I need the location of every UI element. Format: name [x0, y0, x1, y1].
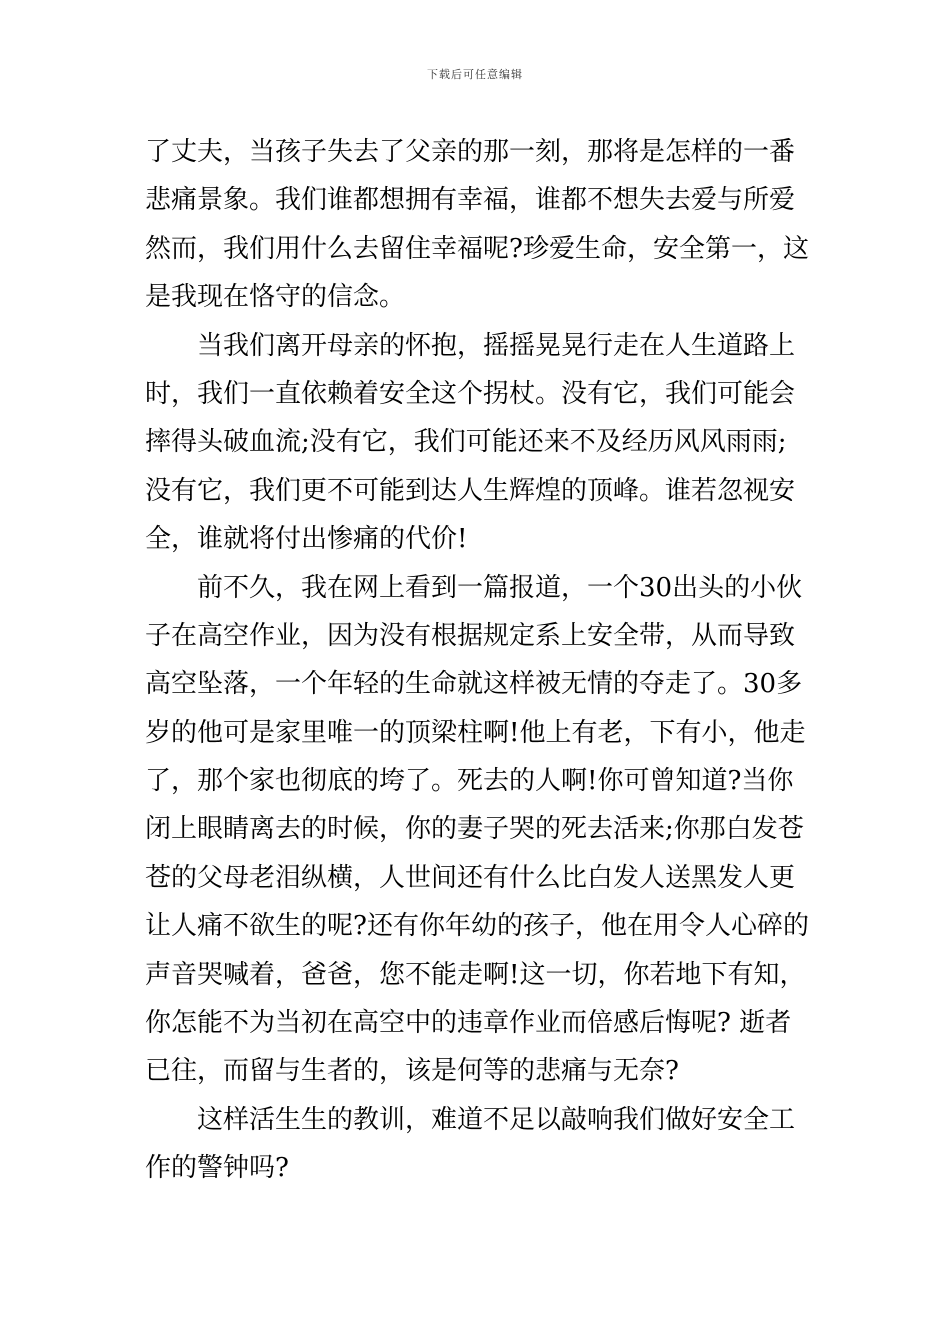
text-line: 悲痛景象。我们谁都想拥有幸福，谁都不想失去爱与所爱	[145, 185, 796, 216]
text-line: 已往，而留与生者的，该是何等的悲痛与无奈?	[145, 1056, 679, 1087]
page-header: 下载后可任意编辑	[427, 68, 523, 81]
text-line: 是我现在恪守的信念。	[145, 282, 406, 313]
text-line: 闭上眼睛离去的时候，你的妻子哭的死去活来;你那白发苍	[145, 814, 804, 845]
text-line: 高空坠落，一个年轻的生命就这样被无情的夺走了。30多	[145, 669, 803, 700]
text-line: 作的警钟吗?	[145, 1153, 289, 1184]
text-line: 让人痛不欲生的呢?还有你年幼的孩子，他在用令人心碎的	[145, 911, 809, 942]
text-line: 你怎能不为当初在高空中的违章作业而倍感后悔呢? 逝者	[145, 1008, 792, 1039]
text-line: 然而，我们用什么去留住幸福呢?珍爱生命，安全第一，这	[145, 233, 809, 264]
text-line: 了丈夫，当孩子失去了父亲的那一刻，那将是怎样的一番	[145, 137, 796, 167]
text-line: 时，我们一直依赖着安全这个拐杖。没有它，我们可能会	[145, 378, 796, 409]
text-line: 了，那个家也彻底的垮了。死去的人啊!你可曾知道?当你	[145, 766, 794, 797]
text-line: 当我们离开母亲的怀抱，摇摇晃晃行走在人生道路上	[145, 330, 796, 361]
text-line: 子在高空作业，因为没有根据规定系上安全带，从而导致	[145, 620, 796, 651]
body-text	[145, 128, 807, 1193]
text-line: 苍的父母老泪纵横，人世间还有什么比白发人送黑发人更	[145, 862, 796, 893]
text-line: 前不久，我在网上看到一篇报道，一个30出头的小伙	[145, 572, 803, 603]
text-line: 摔得头破血流;没有它，我们可能还来不及经历风风雨雨;	[145, 427, 787, 458]
text-line: 这样活生生的教训，难道不足以敲响我们做好安全工	[145, 1104, 796, 1135]
text-line: 岁的他可是家里唯一的顶梁柱啊!他上有老，下有小，他走	[145, 717, 806, 748]
text-line: 没有它，我们更不可能到达人生辉煌的顶峰。谁若忽视安	[145, 475, 796, 506]
text-line: 声音哭喊着，爸爸，您不能走啊!这一切，你若地下有知，	[145, 959, 806, 990]
text-line: 全，谁就将付出惨痛的代价!	[145, 524, 468, 555]
